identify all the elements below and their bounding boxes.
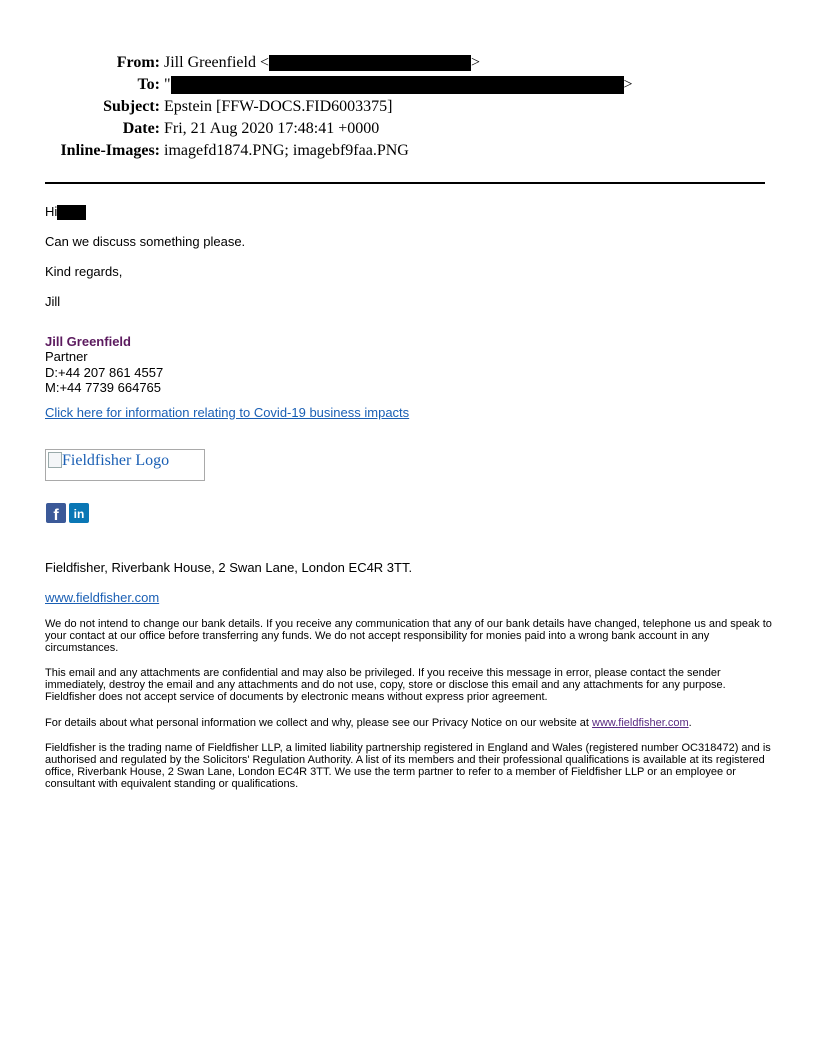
signature-direct-phone: D:+44 207 861 4557 xyxy=(45,365,164,380)
redaction-block xyxy=(171,76,624,94)
privacy-notice xyxy=(45,717,773,729)
signature-name: Jill Greenfield xyxy=(45,334,131,349)
bank-disclaimer: We do not intend to change our bank details. If you receive any communication that any of our bank details have changed, telephone us and speak to your contact at our office before transferring any funds. We do not accept responsibility for monies paid into a wrong bank account in any circumstances. xyxy=(45,618,772,654)
header-to-row xyxy=(0,74,816,96)
subject-label: Subject: xyxy=(103,98,160,115)
redaction-block xyxy=(269,55,471,71)
inline-images-value: imagefd1874.PNG; imagebf9faa.PNG xyxy=(164,142,409,159)
facebook-glyph xyxy=(46,503,66,523)
sign-off: Jill xyxy=(45,294,61,309)
closing-line: Kind regards, xyxy=(45,264,123,279)
from-suffix: > xyxy=(471,54,481,71)
signature-mobile-phone: M:+44 7739 664765 xyxy=(45,380,162,395)
logo-alt-text: Fieldfisher Logo xyxy=(62,452,170,469)
subject-value: Epstein [FFW-DOCS.FID6003375] xyxy=(164,98,393,115)
date-label: Date: xyxy=(122,120,160,137)
linkedin-glyph xyxy=(69,503,89,523)
header-date-row xyxy=(0,118,816,140)
message-line: Can we discuss something please. xyxy=(45,234,246,249)
linkedin-icon[interactable] xyxy=(69,503,89,523)
to-suffix: > xyxy=(623,76,633,93)
facebook-letter: f xyxy=(53,507,59,523)
header-inline-images-row xyxy=(0,140,816,162)
inline-images-label: Inline-Images: xyxy=(60,142,160,159)
privacy-website-link[interactable]: www.fieldfisher.com xyxy=(592,717,689,729)
to-label: To: xyxy=(137,76,160,93)
website-link[interactable]: www.fieldfisher.com xyxy=(45,590,160,605)
covid-info-link[interactable]: Click here for information relating to Covid-19 business impacts xyxy=(45,405,410,420)
linkedin-letters: in xyxy=(73,507,85,521)
office-address: Fieldfisher, Riverbank House, 2 Swan Lane, London EC4R 3TT. xyxy=(45,560,413,575)
from-value xyxy=(164,52,480,74)
privacy-suffix: . xyxy=(688,717,692,729)
facebook-icon[interactable] xyxy=(46,503,66,523)
header-from-row xyxy=(0,52,816,74)
confidentiality-disclaimer: This email and any attachments are confidential and may also be privileged. If you receive this message in error, please contact the sender immediately, destroy the email and any attachments and do not use, copy, store or disclose this email and any attachments for any purpose. Fieldfisher does not accept service of documents by electronic means without express prior agreement. xyxy=(45,667,726,703)
redaction-block xyxy=(57,205,86,220)
privacy-text: For details about what personal information we collect and why, please see our Privacy Notice on our website at xyxy=(45,717,593,729)
legal-notice: Fieldfisher is the trading name of Fieldfisher LLP, a limited liability partnership registered in England and Wales (registered number OC318472) and is authorised and regulated by the Solicitors' Regulation Authority. A list of its members and their professional qualifications is available at its registered office, Riverbank House, 2 Swan Lane, London EC4R 3TT. We use the term partner to refer to a member of Fieldfisher LLP or an employee or consultant with equivalent standing or qualifications. xyxy=(45,742,771,790)
from-label: From: xyxy=(116,54,160,71)
greeting: Hi xyxy=(45,204,58,219)
header-divider xyxy=(45,182,765,184)
fieldfisher-logo[interactable] xyxy=(45,449,205,481)
signature-title: Partner xyxy=(45,349,88,364)
from-name: Jill Greenfield < xyxy=(164,54,269,71)
greeting-line xyxy=(45,204,86,220)
to-value xyxy=(164,74,633,96)
date-value: Fri, 21 Aug 2020 17:48:41 +0000 xyxy=(164,120,380,137)
broken-image-icon xyxy=(48,452,62,468)
header-subject-row xyxy=(0,96,816,118)
to-prefix: " xyxy=(164,76,171,93)
